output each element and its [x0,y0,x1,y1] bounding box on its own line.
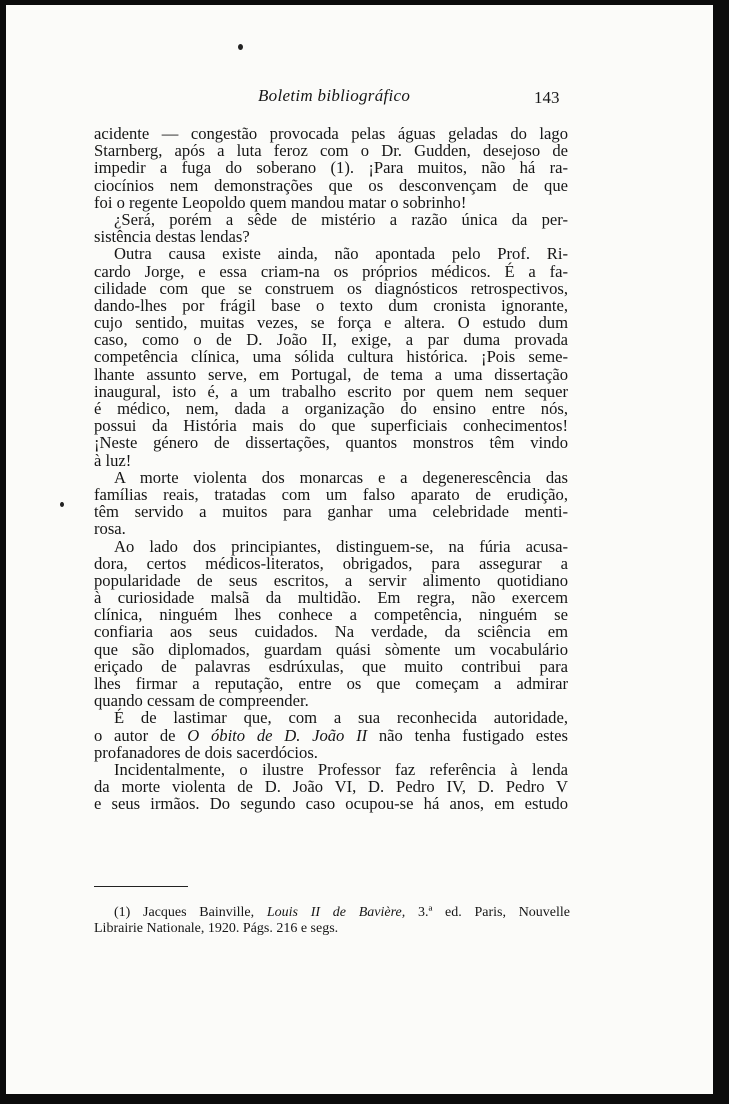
footnote-marker: (1) Jacques Bainville, [114,905,255,920]
text-line: cardo Jorge, e essa criam-na os próprios médicos. É a fa- [94,261,568,281]
text-line: É de lastimar que, com a sua reconhecida autoridade, [114,708,568,728]
text-line: ¿Será, porém a sêde de mistério a razão única da per- [114,209,568,229]
text-line: eriçado de palavras esdrúxulas, que muito contribui para [94,656,568,676]
text-line: cilidade com que se construem os diagnósticos retrospectivos, [94,278,568,298]
page-number: 143 [534,88,560,107]
text-line: ¡Neste género de dissertações, quantos monstros têm vindo [94,433,568,453]
text-line: têm servido a muitos para ganhar uma celebridade menti- [94,502,568,522]
ink-speck [238,44,243,50]
text-line: à curiosidade malsã da multidão. Em regra, não exercem [94,588,568,608]
text-line: A morte violenta dos monarcas e a degenerescência das [114,467,568,487]
text-line: e seus irmãos. Do segundo caso ocupou-se há anos, em estudo [94,794,568,814]
running-title: Boletim bibliográfico [258,86,411,105]
ink-speck [60,502,64,507]
text-line: foi o regente Leopoldo quem mandou matar o sobrinho! [94,192,467,212]
text-line: cujo sentido, muitas vezes, se força e altera. O estudo dum [94,313,568,333]
text-line: caso, como o de D. João II, exige, a par duma provada [94,330,568,350]
text-segment: não tenha fustigado estes [378,725,568,745]
text-line-with-title [94,727,568,744]
text-line: que são diplomados, guardam quási sòmente um vocabulário [94,639,568,659]
text-line: famílias reais, tratadas com um falso aparato de erudição, [94,484,568,504]
text-line: Ao lado dos principiantes, distinguem-se, na fúria acusa- [114,536,568,556]
text-line: Starnberg, após a luta feroz com o Dr. Gudden, desejoso de [94,141,568,161]
text-line: lhes firmar a reputação, entre os que começam a admirar [94,674,568,693]
text-line: clínica, ninguém lhes conhece a competência, ninguém se [94,605,568,625]
footnote-edition: 3.ª ed. Paris, Nouvelle [417,905,571,920]
text-line: sistência destas lendas? [94,227,250,247]
text-segment: o autor de [94,725,176,745]
text-line: Outra causa existe ainda, não apontada pelo Prof. Ri- [114,244,568,264]
text-line: profanadores de dois sacerdócios. [94,742,318,762]
text-line: é médico, nem, dada a organização do ensino entre nós, [94,399,568,418]
work-title: O óbito de D. João II [187,725,368,745]
text-line: inaugural, isto é, a um trabalho escrito por quem nem sequer [94,381,568,401]
body-text [94,125,568,813]
scan-border-top [0,0,729,5]
text-line: rosa. [94,519,126,539]
text-line: impedir a fuga do soberano (1). ¡Para muitos, não há ra- [94,158,568,178]
text-line: dando-lhes por frágil base o texto dum cronista ignorante, [94,295,568,315]
text-line: acidente — congestão provocada pelas águas geladas do lago [94,124,568,143]
scan-border-left [0,0,6,1104]
footnote-line: Librairie Nationale, 1920. Págs. 216 e segs. [94,921,339,936]
text-line: lhante assunto serve, em Portugal, de tema a uma dissertação [94,364,568,384]
footnote-line [94,905,570,921]
text-line: confiaria aos seus cuidados. Na verdade, da sciência em [94,622,568,642]
text-line: Incidentalmente, o ilustre Professor faz referência à lenda [114,759,568,779]
text-line: da morte violenta de D. João VI, D. Pedro IV, D. Pedro V [94,777,568,797]
text-line: popularidade de seus escritos, a servir alimento quotidiano [94,570,568,590]
text-line: à luz! [94,450,132,470]
scan-border-right [713,0,729,1104]
footnote-title: Louis II de Bavière, [266,905,406,920]
text-line: competência clínica, uma sólida cultura histórica. ¡Pois seme- [94,347,568,367]
footnote-separator [94,886,188,887]
text-line: possui da História mais do que superficiais conhecimentos! [94,416,568,436]
scan-border-bottom [0,1094,729,1104]
text-line: dora, certos médicos-literatos, obrigados, para assegurar a [94,553,568,573]
text-line: quando cessam de compreender. [94,691,309,711]
text-line: ciocínios nem demonstrações que os desconvençam de que [94,175,568,195]
footnote [94,905,570,937]
